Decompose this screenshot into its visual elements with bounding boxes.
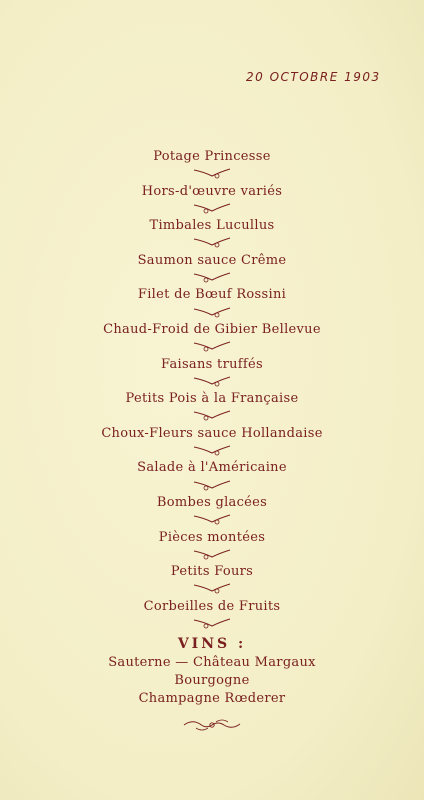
scroll-flourish-icon [0, 235, 424, 252]
scroll-flourish-icon [0, 443, 424, 460]
course-item: Petits Fours [170, 564, 254, 580]
course-item: Corbeilles de Fruits [143, 598, 281, 614]
scroll-flourish-icon [0, 477, 424, 494]
course-list [0, 148, 424, 734]
scroll-flourish-icon [0, 201, 424, 218]
course-item: Choux-Fleurs sauce Hollandaise [101, 425, 323, 441]
course-item: Filet de Bœuf Rossini [137, 287, 287, 303]
wine-item: Champagne Rœderer [138, 691, 286, 707]
course-item: Saumon sauce Crême [137, 252, 287, 268]
scroll-flourish-icon [0, 304, 424, 321]
scroll-flourish-icon [0, 512, 424, 529]
course-item: Petits Pois à la Française [125, 391, 299, 407]
course-item: Pièces montées [158, 529, 266, 545]
menu-date: 20 OCTOBRE 1903 [246, 70, 381, 84]
course-item: Bombes glacées [156, 494, 268, 510]
closing-ornament-icon [0, 716, 424, 734]
scroll-flourish-icon [0, 270, 424, 287]
scroll-flourish-icon [0, 547, 424, 564]
wines-heading: VINS : [177, 636, 247, 653]
course-item: Hors-d'œuvre variés [141, 183, 283, 199]
scroll-flourish-icon [0, 616, 424, 633]
scroll-flourish-icon [0, 166, 424, 183]
course-item: Timbales Lucullus [149, 218, 275, 234]
scroll-flourish-icon [0, 408, 424, 425]
course-item: Chaud-Froid de Gibier Bellevue [103, 321, 321, 337]
scroll-flourish-icon [0, 581, 424, 598]
course-item: Potage Princesse [153, 149, 271, 164]
scroll-flourish-icon [0, 339, 424, 356]
course-item: Salade à l'Américaine [137, 460, 287, 476]
wine-item: Sauterne — Château Margaux [108, 655, 316, 671]
course-item: Faisans truffés [161, 356, 263, 372]
wine-item: Bourgogne [174, 673, 250, 689]
scroll-flourish-icon [0, 374, 424, 391]
